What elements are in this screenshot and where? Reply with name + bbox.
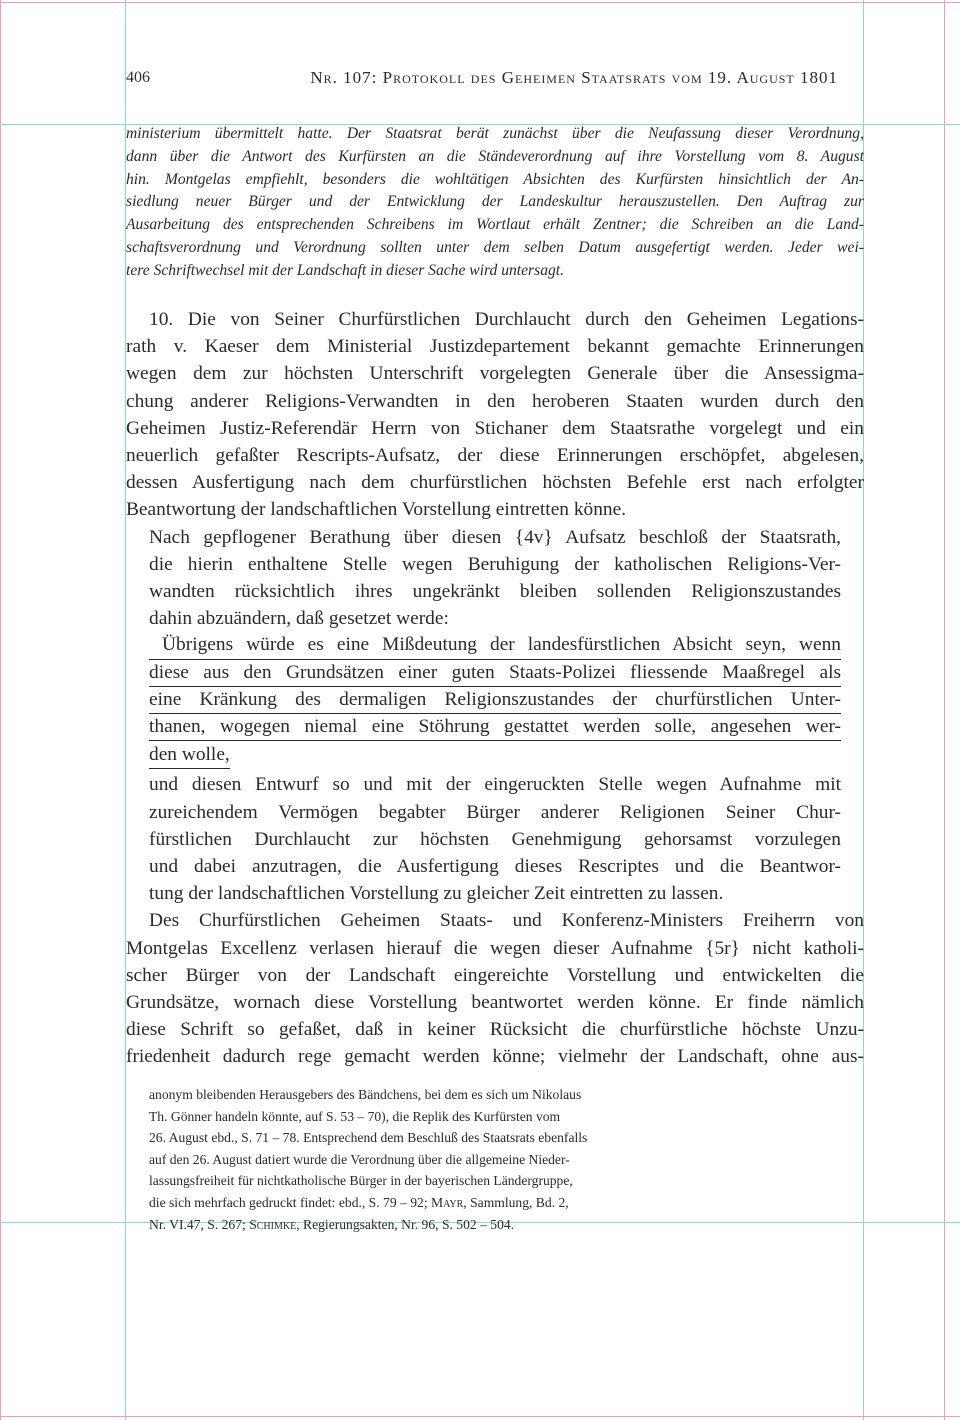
summary-line: ministerium übermittelt hatte. Der Staatsrat berät zunächst über die Neufassung dieser Verordnung, [126,125,864,142]
footnote-line: Th. Gönner handeln könnte, auf S. 53 – 70), die Replik des Kurfürsten vom [149,1108,561,1124]
text-line: Grundsätze, wornach diese Vorstellung beantwortet werden könne. Er finde nämlich [126,992,864,1014]
text-line: Montgelas Excellenz verlasen hierauf die wegen dieser Aufnahme {5r} nicht katholi- [126,937,864,959]
page-header [126,66,838,90]
guide-line-top-outer [0,2,960,3]
text-line: diese Schrift so gefaßet, daß in keiner Rücksicht die churfürstliche höchste Unzu- [126,1019,864,1041]
page-number: 406 [126,69,150,86]
author-name: Mayr [431,1194,464,1210]
text-line: dahin abzuändern, daß gesetzet werde: [149,608,449,630]
quote-line: thanen, wogegen niemal eine Stöhrung gestattet werden solle, angesehen wer- [149,714,841,741]
text-line: Nach gepflogener Berathung über diesen {4v} Aufsatz beschloß der Staatsrath, [149,526,841,548]
running-title: Nr. 107: Protokoll des Geheimen Staatsrats vom 19. August 1801 [310,68,838,87]
guide-line-bottom-outer [0,1416,960,1417]
text-line: 10. Die von Seiner Churfürstlichen Durchlaucht durch den Geheimen Legations- [149,309,864,330]
footnote-line: auf den 26. August datiert wurde die Verordnung über die allgemeine Nieder- [149,1151,570,1167]
quote-line: den wolle, [149,742,230,769]
text-line: und dabei anzutragen, die Ausfertigung dieses Rescriptes und die Beantwor- [149,856,841,878]
footnotes [149,1084,689,1235]
text-line: rath v. Kaeser dem Ministerial Justizdepartement bekannt gemachte Erinnerungen [126,336,864,358]
footnote-line [149,1192,689,1214]
footnote-line: lassungsfreiheit für nichtkatholische Bürger in der bayerischen Ländergruppe, [149,1173,573,1189]
quote-line: diese aus den Grundsätzen einer guten Staats-Polizei fliessende Maaßregel als [149,660,841,687]
footnote-text: die sich mehrfach gedruckt findet: ebd., S. 79 – 92; [149,1194,431,1210]
text-line: Des Churfürstlichen Geheimen Staats- und Konferenz-Ministers Freiherrn von [149,910,864,932]
guide-line-left-outer [0,0,1,1420]
summary-line: Ausarbeitung des entsprechenden Schreibens im Wortlaut erhält Zentner; die Schreiben an die Land- [126,216,864,234]
summary-block [126,123,864,283]
text-line: dessen Ausfertigung nach dem churfürstlichen höchsten Befehle erst nach erfolgter [126,472,864,494]
text-line: scher Bürger von der Landschaft eingereichte Vorstellung und entwickelten die [126,964,864,986]
text-line: zureichendem Vermögen begabter Bürger anderer Religionen Seiner Chur- [149,801,841,823]
footnote-line: 26. August ebd., S. 71 – 78. Entsprechend dem Beschluß des Staatsrats ebenfalls [149,1130,588,1146]
footnote-text: , Regierungsakten, Nr. 96, S. 502 – 504. [296,1216,515,1232]
paragraph-10 [126,306,864,524]
underlined-quote [149,632,841,769]
quote-line: eine Kränkung des dermaligen Religionszustandes der churfürstlichen Unter- [149,687,841,714]
text-line: chung anderer Religions-Verwandten in den heroberen Staaten wurden durch den [126,390,864,412]
quote-line: Übrigens würde es eine Mißdeutung der landesfürstlichen Absicht seyn, wenn [149,632,841,659]
text-line: friedenheit dadurch rege gemacht werden könne; vielmehr der Landschaft, ohne aus- [126,1046,864,1068]
paragraph-montgelas [126,907,864,1070]
footnote-line [149,1214,689,1236]
resolution-block [126,524,841,908]
main-text [126,306,864,1071]
text-line: die hierin enthaltene Stelle wegen Beruhigung der katholischen Religions-Ver- [149,553,841,575]
text-line: Geheimen Justiz-Referendär Herrn von Stichaner dem Staatsrathe vorgelegt und ein [126,417,864,439]
summary-line: hin. Montgelas empfiehlt, besonders die wohltätigen Absichten des Kurfürsten hinsichtlich der An- [126,170,864,188]
footnote-line: anonym bleibenden Herausgebers des Bändchens, bei dem es sich um Nikolaus [149,1087,582,1102]
summary-line: schaftsverordnung und Verordnung sollten unter dem selben Datum ausgefertigt werden. Jeder wei- [126,238,864,256]
footnote-text: Nr. VI.47, S. 267; [149,1216,250,1232]
text-line: wegen dem zur höchsten Unterschrift vorgelegten Generale über die Ansessigma- [126,363,864,385]
text-line: und diesen Entwurf so und mit der eingeruckten Stelle wegen Aufnahme mit [149,774,841,796]
text-line: fürstlichen Durchlaucht zur höchsten Genehmigung gehorsamst vorzulegen [149,828,841,850]
summary-line: dann über die Antwort des Kurfürsten an die Ständeverordnung auf ihre Vorstellung vom 8. August [126,147,864,165]
guide-line-right-outer [944,0,945,1420]
text-line: Beantwortung der landschaftlichen Vorstellung eintretten könne. [126,499,627,521]
text-line: wandten rücksichtlich ihres ungekränkt bleiben sollenden Religionszustandes [149,581,841,603]
text-line: tung der landschaftlichen Vorstellung zu gleicher Zeit eintretten zu lassen. [149,883,724,905]
summary-line: siedlung neuer Bürger und der Entwicklung der Landeskultur herauszustellen. Den Auftrag zur [126,193,864,211]
footnote-text: , Sammlung, Bd. 2, [463,1194,569,1210]
text-line: neuerlich gefaßter Rescripts-Aufsatz, der diese Erinnerungen erschöpfet, abgelesen, [126,445,864,467]
author-name: Schimke [249,1216,297,1232]
summary-line: tere Schriftwechsel mit der Landschaft in dieser Sache wird untersagt. [126,261,565,279]
